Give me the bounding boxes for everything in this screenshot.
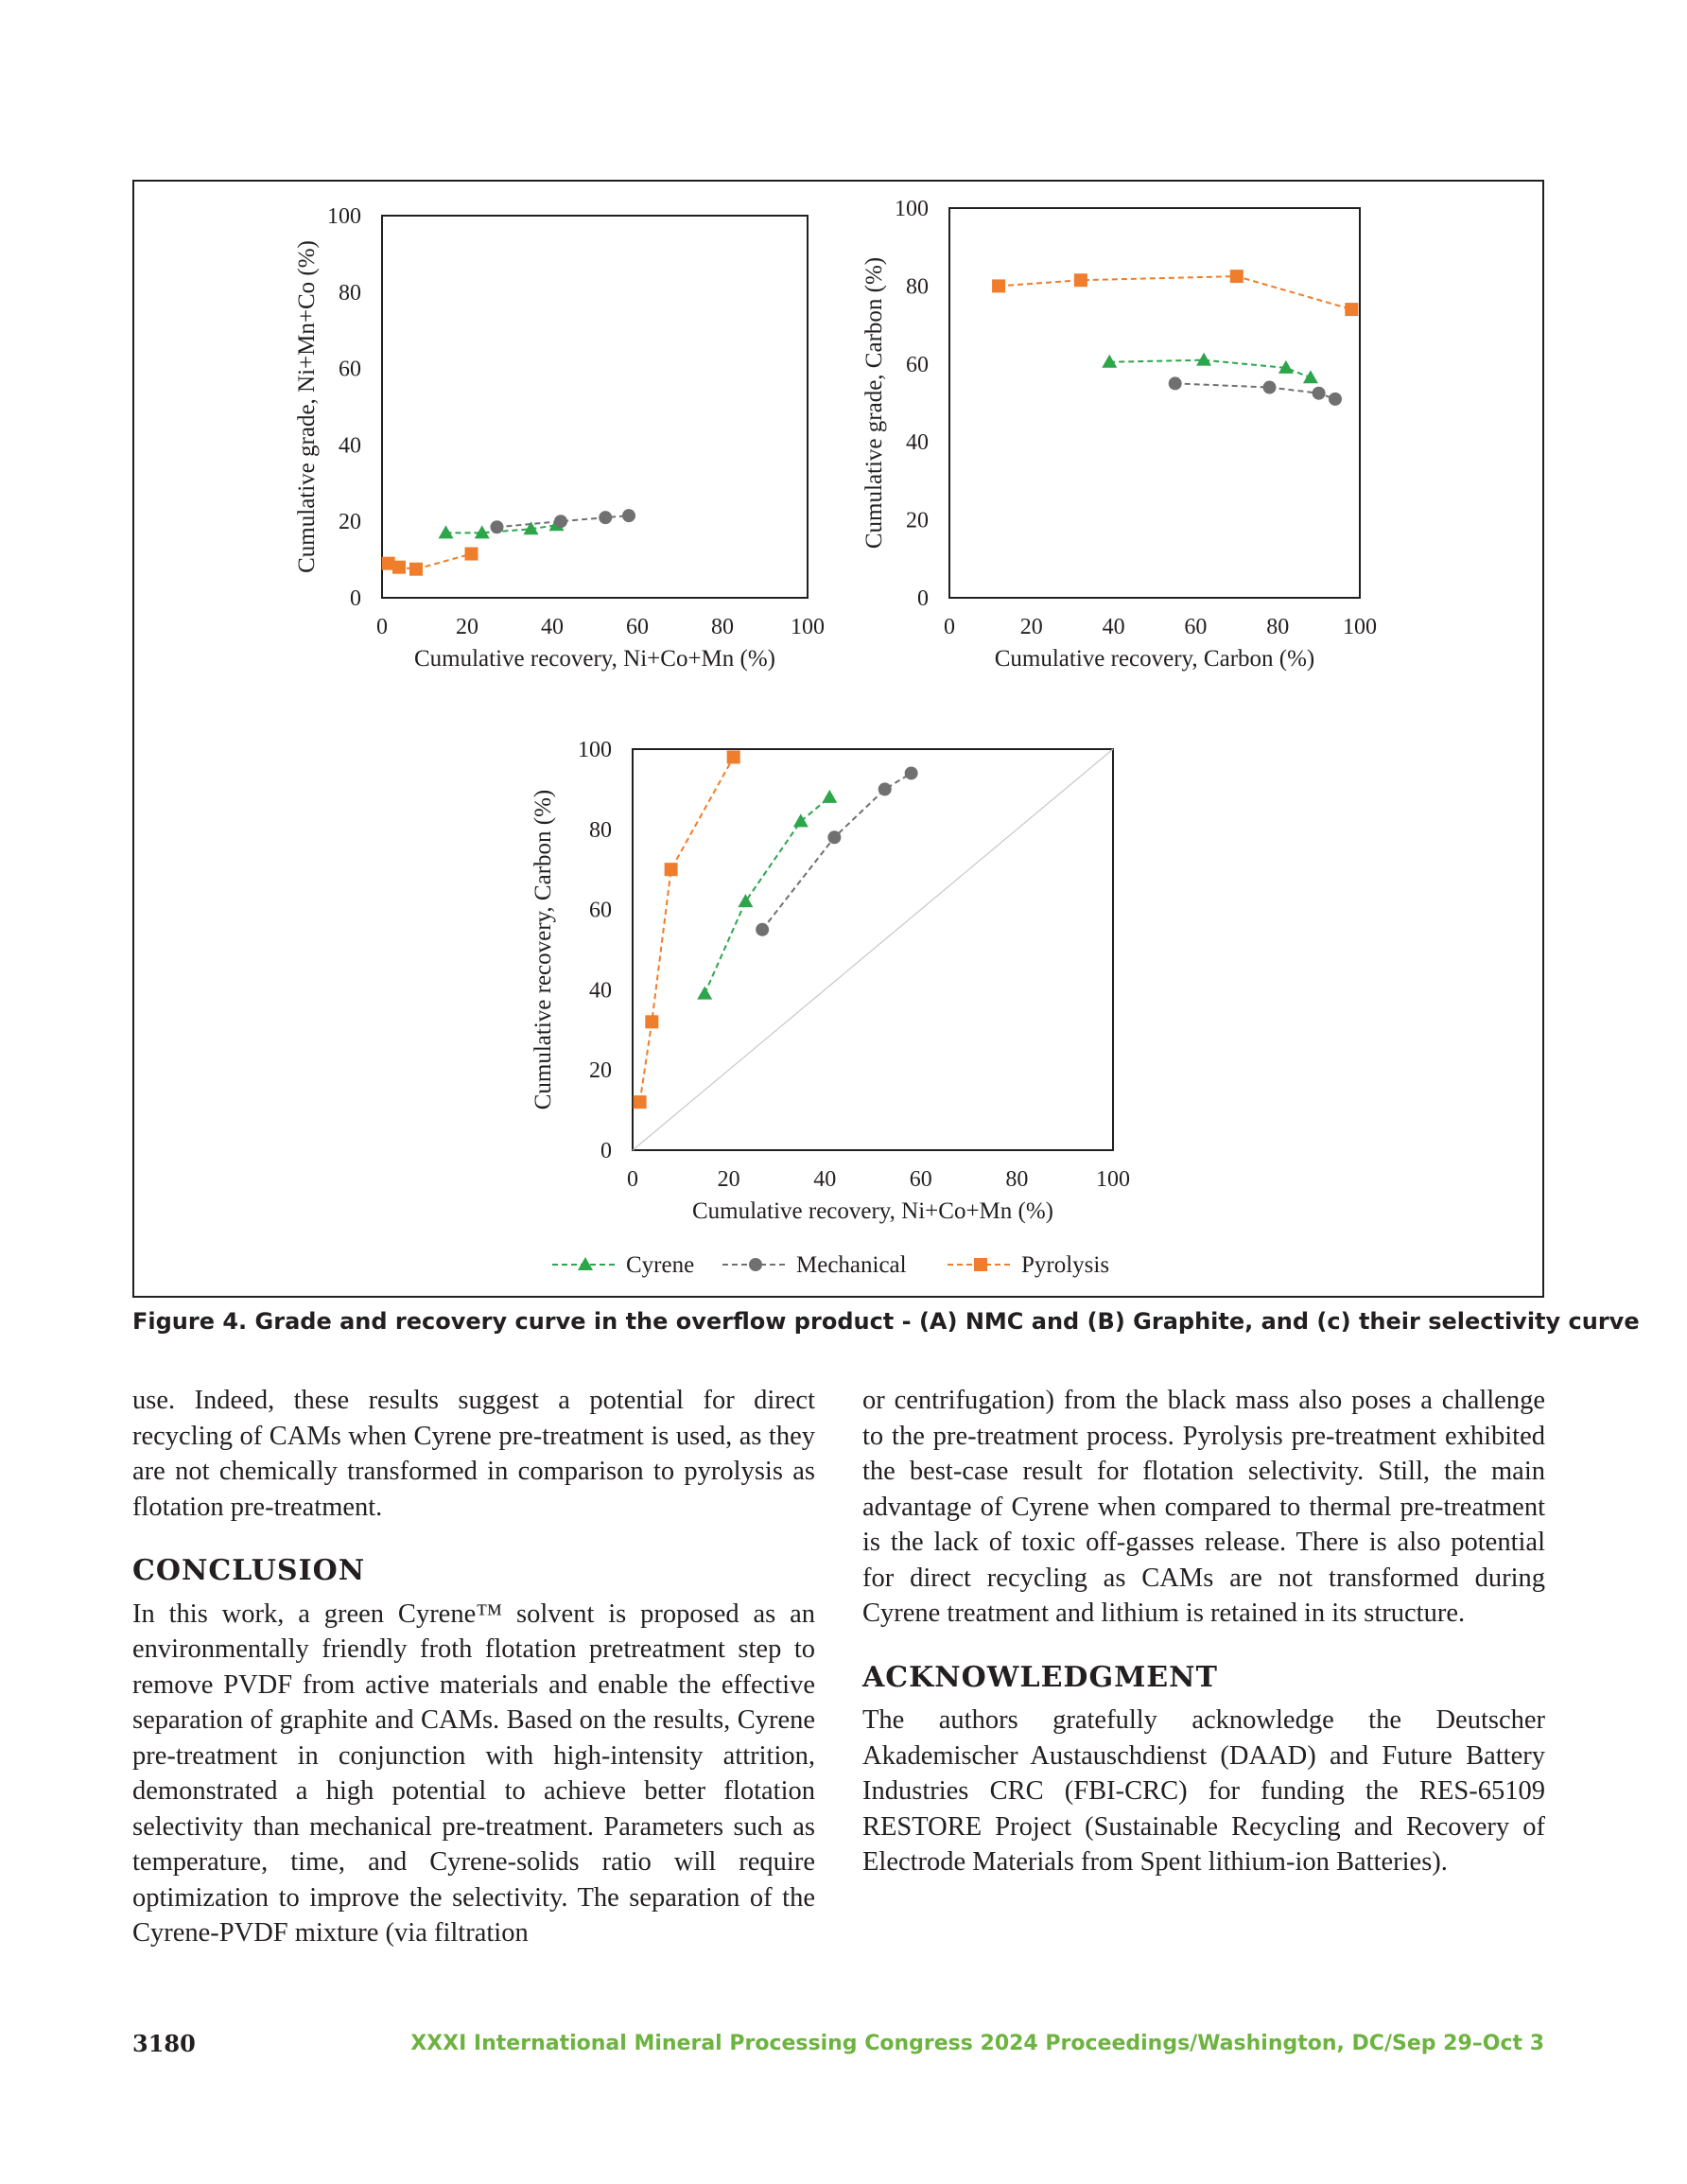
continuation-paragraph: or centrifugation) from the black mass also poses a challenge to the pre-treatment process. Pyrolysis pre-treatment exhibited the best-case result for flotation selectivity. Still, the main advantage of Cyrene when compared to thermal pre-treatment is the lack of toxic off-gasses release. There is also potential for direct recycling as CAMs are not transformed during Cyrene treatment and lithium is retained in its structure.: [862, 1386, 1545, 1628]
x-tick-label: 0: [376, 615, 388, 639]
legend-marker-pyrolysis: [974, 1258, 987, 1271]
y-tick-label: 100: [327, 204, 361, 229]
x-axis-label: Cumulative recovery, Ni+Co+Mn (%): [413, 646, 776, 672]
series-line-mechanical: [762, 773, 911, 929]
data-point-cyrene: [822, 790, 837, 803]
data-point-mechanical: [599, 511, 612, 524]
data-point-cyrene: [697, 987, 712, 1000]
x-tick-label: 60: [626, 615, 649, 639]
y-tick-label: 20: [339, 510, 361, 535]
data-point-pyrolysis: [465, 548, 478, 561]
data-point-mechanical: [905, 766, 918, 779]
x-tick-label: 40: [1102, 615, 1125, 639]
data-point-pyrolysis: [992, 279, 1005, 292]
data-point-mechanical: [756, 923, 769, 936]
page-number: 3180: [132, 2030, 196, 2057]
data-point-mechanical: [1169, 376, 1182, 390]
series-line-pyrolysis: [640, 757, 734, 1102]
data-point-cyrene: [738, 894, 753, 907]
data-point-pyrolysis: [1345, 303, 1358, 316]
y-axis-label: Cumulative grade, Ni+Mn+Co (%): [294, 240, 320, 573]
acknowledgment-heading: ACKNOWLEDGMENT: [862, 1660, 1218, 1694]
x-tick-label: 40: [541, 615, 564, 639]
conclusion-heading: CONCLUSION: [132, 1554, 366, 1587]
x-axis-label: Cumulative recovery, Ni+Co+Mn (%): [691, 1198, 1054, 1224]
y-tick-label: 100: [578, 738, 612, 762]
y-tick-label: 20: [906, 508, 929, 533]
data-point-pyrolysis: [634, 1095, 647, 1109]
data-point-pyrolysis: [665, 863, 678, 876]
x-axis-label: Cumulative recovery, Carbon (%): [994, 646, 1315, 672]
data-point-mechanical: [827, 830, 841, 844]
x-tick-label: 20: [456, 615, 478, 639]
plot-area: [382, 216, 808, 598]
legend-label-pyrolysis: Pyrolysis: [1021, 1252, 1110, 1278]
y-tick-label: 40: [589, 978, 612, 1004]
y-tick-label: 80: [589, 817, 612, 843]
y-tick-label: 60: [339, 357, 361, 382]
legend-marker-mechanical: [749, 1258, 762, 1271]
data-point-pyrolysis: [645, 1015, 658, 1028]
x-tick-label: 80: [711, 615, 734, 639]
y-tick-label: 60: [589, 898, 612, 923]
data-point-pyrolysis: [1230, 270, 1244, 283]
y-tick-label: 0: [350, 586, 361, 611]
data-point-cyrene: [1196, 353, 1211, 366]
data-point-mechanical: [1263, 381, 1277, 394]
intro-paragraph: use. Indeed, these results suggest a potential for direct recycling of CAMs when Cyrene pre-treatment is used, as they are not chemically transformed in comparison to pyrolysis as flotation pre-treatment.: [132, 1386, 815, 1522]
data-point-mechanical: [1313, 387, 1326, 400]
x-tick-label: 80: [1005, 1167, 1029, 1192]
data-point-cyrene: [1303, 370, 1318, 383]
y-tick-label: 40: [906, 430, 929, 456]
running-footer: XXXI International Mineral Processing Congress 2024 Proceedings/Washington, DC/Sep 29–Oct 3: [410, 2032, 1544, 2055]
data-point-mechanical: [491, 520, 504, 533]
x-tick-label: 0: [944, 615, 955, 639]
y-tick-label: 20: [589, 1058, 612, 1084]
page-footer: [132, 2030, 1544, 2064]
x-tick-label: 20: [1019, 615, 1043, 639]
data-point-pyrolysis: [1074, 273, 1087, 287]
right-column: [862, 1383, 1545, 1880]
figure-svg: [134, 182, 1542, 1296]
series-line-mechanical: [1175, 383, 1335, 398]
series-line-cyrene: [704, 797, 829, 994]
data-point-cyrene: [793, 813, 809, 827]
y-axis-label: Cumulative recovery, Carbon (%): [530, 789, 556, 1110]
y-tick-label: 80: [339, 280, 361, 306]
data-point-mechanical: [554, 515, 567, 528]
x-tick-label: 20: [717, 1167, 740, 1192]
x-tick-label: 60: [909, 1167, 932, 1192]
y-tick-label: 40: [339, 433, 361, 459]
data-point-pyrolysis: [727, 750, 740, 763]
y-tick-label: 100: [895, 197, 929, 221]
x-tick-label: 100: [791, 615, 825, 639]
plot-area: [949, 208, 1360, 598]
conclusion-paragraph: In this work, a green Cyrene™ solvent is proposed as an environmentally friendly froth flotation pretreatment step to remove PVDF from active materials and enable the effective separation of graphite and CAMs. Based on the results, Cyrene pre-treatment in conjunction with high-intensity attrition, demonstrated a high potential to achieve better flotation selectivity than mechanical pre-treatment. Parameters such as temperature, time, and Cyrene-solids ratio will require optimization to improve the selectivity. The separation of the Cyrene-PVDF mixture (via filtration: [132, 1599, 815, 1948]
acknowledgment-paragraph: The authors gratefully acknowledge the Deutscher Akademischer Austauschdienst (DAAD) and Future Battery Industries CRC (FBI-CRC) for funding the RES-65109 RESTORE Project (Sustainable Recycling and Recovery of Electrode Materials from Spent lithium-ion Batteries).: [862, 1705, 1545, 1877]
figure-frame: [132, 180, 1544, 1298]
data-point-mechanical: [878, 782, 892, 795]
x-tick-label: 0: [627, 1167, 638, 1192]
x-tick-label: 100: [1096, 1167, 1130, 1192]
y-tick-label: 0: [917, 586, 929, 611]
y-tick-label: 60: [906, 352, 929, 377]
y-axis-label: Cumulative grade, Carbon (%): [861, 256, 887, 550]
data-point-pyrolysis: [409, 563, 423, 576]
x-tick-label: 80: [1266, 615, 1290, 639]
x-tick-label: 100: [1343, 615, 1377, 639]
figure-caption: Figure 4. Grade and recovery curve in the overflow product - (A) NMC and (B) Graphite, and (c) their selectivity curve: [132, 1308, 1640, 1335]
series-line-cyrene: [1109, 360, 1311, 378]
legend-label-mechanical: Mechanical: [796, 1252, 907, 1278]
y-tick-label: 0: [600, 1139, 612, 1163]
x-tick-label: 40: [813, 1167, 837, 1192]
x-tick-label: 60: [1184, 615, 1208, 639]
legend-label-cyrene: Cyrene: [626, 1252, 695, 1278]
data-point-mechanical: [1329, 393, 1342, 406]
series-line-pyrolysis: [999, 276, 1351, 309]
y-tick-label: 80: [906, 274, 929, 300]
data-point-mechanical: [622, 509, 635, 522]
left-column: [132, 1383, 815, 1951]
data-point-pyrolysis: [392, 561, 406, 574]
